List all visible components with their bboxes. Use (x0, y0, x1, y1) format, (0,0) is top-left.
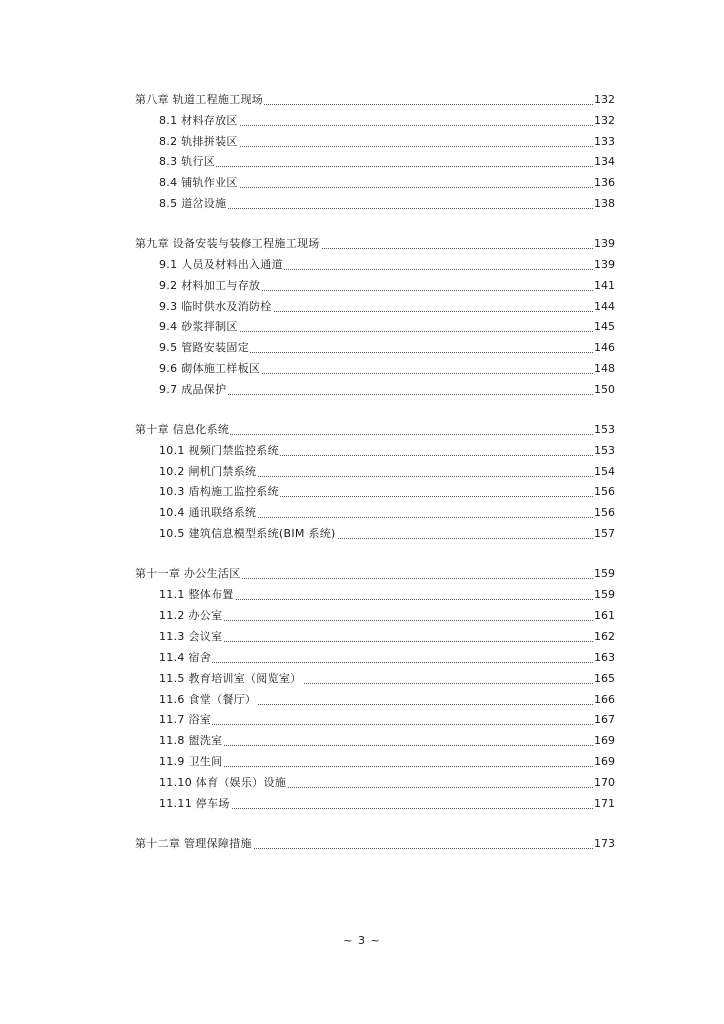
toc-section-entry[interactable] (0, 482, 724, 502)
toc-entry-title: 8.1 材料存放区 (159, 111, 239, 131)
toc-entry-title: 9.2 材料加工与存放 (159, 276, 261, 296)
toc-entry-page-number: 169 (593, 752, 615, 772)
toc-entry-page-number: 153 (593, 420, 615, 440)
toc-entry-title: 9.4 砂浆拌制区 (159, 317, 239, 337)
toc-chapter-entry[interactable] (0, 234, 724, 254)
toc-entry-title: 9.5 管路安装固定 (159, 338, 250, 358)
toc-section-entry[interactable] (0, 503, 724, 523)
toc-section-entry[interactable] (0, 524, 724, 544)
toc-section-entry[interactable] (0, 317, 724, 337)
toc-entry-title: 9.6 砌体施工样板区 (159, 359, 261, 379)
toc-entry-page-number: 153 (593, 441, 615, 461)
toc-section-entry[interactable] (0, 731, 724, 751)
toc-leader-dots (159, 724, 593, 725)
toc-section-entry[interactable] (0, 194, 724, 214)
toc-section-entry[interactable] (0, 669, 724, 689)
toc-section-entry[interactable] (0, 648, 724, 668)
toc-chapter-entry[interactable] (0, 834, 724, 854)
toc-section-entry[interactable] (0, 585, 724, 605)
toc-entry-page-number: 139 (593, 255, 615, 275)
toc-leader-dots (159, 662, 593, 663)
toc-leader-dots (159, 766, 593, 767)
toc-entry-title: 10.5 建筑信息模型系统(BIM 系统) (159, 524, 337, 544)
toc-entry-page-number: 141 (593, 276, 615, 296)
toc-leader-dots (159, 641, 593, 642)
toc-entry-title: 11.8 盥洗室 (159, 731, 223, 751)
toc-entry-page-number: 136 (593, 173, 615, 193)
toc-entry-title: 第十一章 办公生活区 (135, 564, 242, 584)
toc-entry-page-number: 145 (593, 317, 615, 337)
toc-entry-page-number: 156 (593, 482, 615, 502)
toc-entry-title: 11.11 停车场 (159, 794, 231, 814)
toc-entry-page-number: 169 (593, 731, 615, 751)
toc-section-entry[interactable] (0, 690, 724, 710)
toc-section-entry[interactable] (0, 338, 724, 358)
toc-chapter-entry[interactable] (0, 90, 724, 110)
toc-entry-title: 10.3 盾构施工监控系统 (159, 482, 280, 502)
toc-entry-page-number: 150 (593, 380, 615, 400)
toc-entry-page-number: 156 (593, 503, 615, 523)
toc-entry-title: 11.4 宿舍 (159, 648, 212, 668)
toc-entry-title: 第十二章 管理保障措施 (135, 834, 253, 854)
toc-entry-page-number: 154 (593, 462, 615, 482)
toc-entry-page-number: 159 (593, 585, 615, 605)
toc-entry-title: 11.10 体育（娱乐）设施 (159, 773, 287, 793)
toc-entry-page-number: 133 (593, 132, 615, 152)
toc-entry-title: 9.7 成品保护 (159, 380, 227, 400)
toc-entry-title: 11.9 卫生间 (159, 752, 223, 772)
toc-section-entry[interactable] (0, 132, 724, 152)
toc-entry-page-number: 146 (593, 338, 615, 358)
toc-entry-page-number: 170 (593, 773, 615, 793)
toc-entry-page-number: 165 (593, 669, 615, 689)
toc-section-entry[interactable] (0, 173, 724, 193)
toc-entry-page-number: 132 (593, 90, 615, 110)
toc-entry-title: 10.1 视频门禁监控系统 (159, 441, 280, 461)
toc-entry-page-number: 148 (593, 359, 615, 379)
toc-entry-page-number: 159 (593, 564, 615, 584)
toc-entry-title: 11.1 整体布置 (159, 585, 235, 605)
toc-entry-page-number: 132 (593, 111, 615, 131)
toc-entry-page-number: 166 (593, 690, 615, 710)
toc-leader-dots (159, 166, 593, 167)
toc-section-entry[interactable] (0, 441, 724, 461)
toc-entry-page-number: 173 (593, 834, 615, 854)
toc-leader-dots (159, 745, 593, 746)
toc-entry-page-number: 139 (593, 234, 615, 254)
toc-section-entry[interactable] (0, 710, 724, 730)
toc-entry-page-number: 163 (593, 648, 615, 668)
toc-entry-title: 8.5 道岔设施 (159, 194, 227, 214)
toc-entry-title: 8.2 轨排拼装区 (159, 132, 239, 152)
toc-entry-page-number: 157 (593, 524, 615, 544)
toc-entry-title: 9.1 人员及材料出入通道 (159, 255, 284, 275)
toc-section-entry[interactable] (0, 359, 724, 379)
toc-section-entry[interactable] (0, 255, 724, 275)
toc-chapter-entry[interactable] (0, 564, 724, 584)
toc-entry-page-number: 144 (593, 297, 615, 317)
page-number-footer: ~ 3 ~ (343, 934, 381, 947)
toc-entry-title: 第九章 设备安装与装修工程施工现场 (135, 234, 321, 254)
toc-section-entry[interactable] (0, 752, 724, 772)
toc-entry-page-number: 134 (593, 152, 615, 172)
toc-chapter-entry[interactable] (0, 420, 724, 440)
toc-entry-page-number: 138 (593, 194, 615, 214)
toc-entry-title: 8.3 轨行区 (159, 152, 216, 172)
toc-section-entry[interactable] (0, 773, 724, 793)
toc-entry-title: 第十章 信息化系统 (135, 420, 230, 440)
toc-entry-title: 11.6 食堂（餐厅） (159, 690, 257, 710)
toc-entry-page-number: 161 (593, 606, 615, 626)
toc-section-entry[interactable] (0, 794, 724, 814)
toc-entry-title: 11.3 会议室 (159, 627, 223, 647)
toc-section-entry[interactable] (0, 380, 724, 400)
toc-entry-page-number: 167 (593, 710, 615, 730)
toc-entry-title: 第八章 轨道工程施工现场 (135, 90, 264, 110)
toc-section-entry[interactable] (0, 606, 724, 626)
toc-entry-title: 10.4 通讯联络系统 (159, 503, 257, 523)
toc-section-entry[interactable] (0, 462, 724, 482)
toc-entry-title: 10.2 闸机门禁系统 (159, 462, 257, 482)
toc-entry-page-number: 162 (593, 627, 615, 647)
toc-leader-dots (159, 620, 593, 621)
toc-entry-title: 8.4 铺轨作业区 (159, 173, 239, 193)
toc-entry-title: 11.7 浴室 (159, 710, 212, 730)
toc-entry-title: 11.5 教育培训室（阅览室） (159, 669, 303, 689)
toc-section-entry[interactable] (0, 276, 724, 296)
toc-section-entry[interactable] (0, 627, 724, 647)
toc-entry-page-number: 171 (593, 794, 615, 814)
toc-section-entry[interactable] (0, 297, 724, 317)
toc-section-entry[interactable] (0, 152, 724, 172)
toc-entry-title: 9.3 临时供水及消防栓 (159, 297, 273, 317)
toc-entry-title: 11.2 办公室 (159, 606, 223, 626)
toc-section-entry[interactable] (0, 111, 724, 131)
